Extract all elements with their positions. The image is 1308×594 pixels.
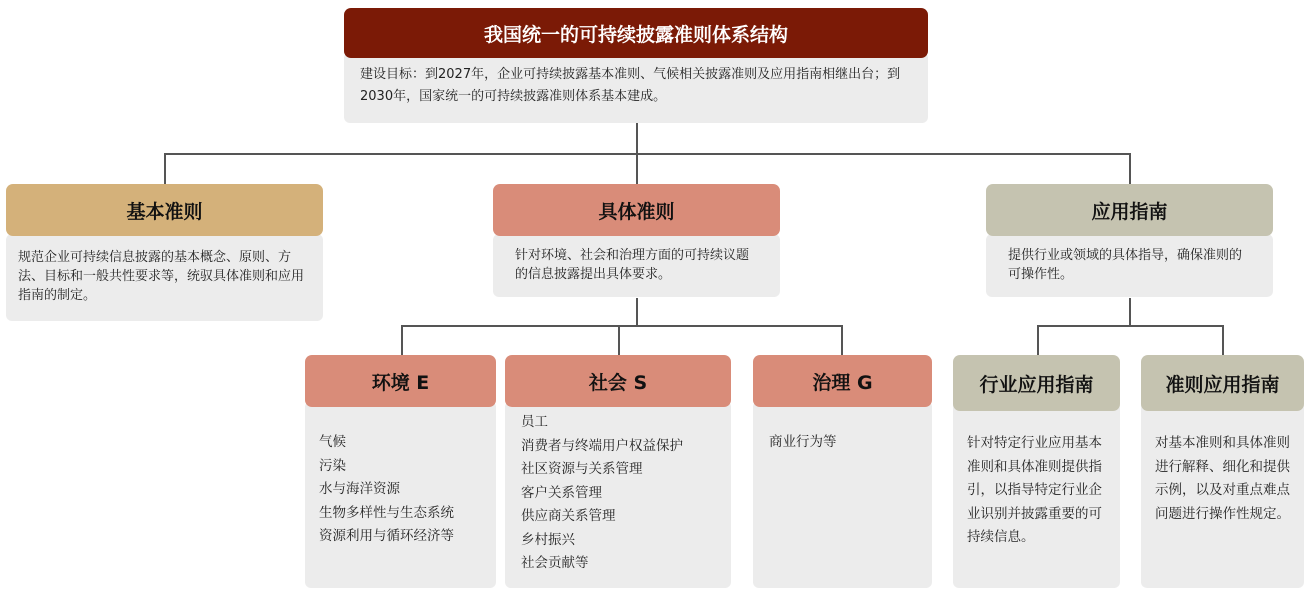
guide-title xyxy=(986,184,1273,236)
list-item: 社会贡献等 xyxy=(521,555,589,571)
basic-title xyxy=(6,184,323,236)
specific-title-text: 具体准则 xyxy=(598,200,675,223)
env-list xyxy=(319,431,482,549)
social-title xyxy=(505,355,731,407)
specific-desc-box xyxy=(493,234,780,297)
top-desc-box xyxy=(344,52,928,123)
guide-title-text: 应用指南 xyxy=(1091,200,1168,223)
list-item: 商业行为等 xyxy=(769,434,837,450)
list-item: 乡村振兴 xyxy=(521,531,575,548)
top-desc: 建设目标：到2027年，企业可持续披露基本准则、气候相关披露准则及应用指南相继出台；到2030年，国家统一的可持续披露准则体系基本建成。 xyxy=(360,67,901,104)
connector xyxy=(1129,298,1131,326)
connector xyxy=(841,325,843,356)
connector xyxy=(1129,153,1131,185)
top-title xyxy=(344,8,928,58)
list-item: 消费者与终端用户权益保护 xyxy=(521,437,683,454)
gov-title xyxy=(753,355,932,407)
gov-list xyxy=(769,431,916,455)
connector xyxy=(636,123,638,155)
gov-list-box xyxy=(753,401,932,588)
connector xyxy=(636,298,638,326)
guide-desc: 提供行业或领域的具体指导，确保准则的可操作性。 xyxy=(1008,248,1243,282)
connector xyxy=(636,153,638,185)
basic-desc: 规范企业可持续信息披露的基本概念、原则、方法、目标和一般共性要求等，统驭具体准则和应用指南的制定。 xyxy=(18,250,305,303)
env-title-text: 环境 E xyxy=(371,371,430,394)
social-list xyxy=(521,411,715,576)
list-item: 社区资源与关系管理 xyxy=(521,461,643,477)
env-title xyxy=(305,355,496,407)
guide-desc-box xyxy=(986,234,1273,297)
list-item: 客户关系管理 xyxy=(521,484,602,501)
standard-title xyxy=(1141,355,1304,411)
specific-desc: 针对环境、社会和治理方面的可持续议题的信息披露提出具体要求。 xyxy=(515,248,750,282)
list-item: 供应商关系管理 xyxy=(521,508,616,524)
standard-desc-box xyxy=(1141,401,1304,588)
industry-desc-box xyxy=(953,401,1120,588)
connector xyxy=(401,325,403,356)
list-item: 资源利用与循环经济等 xyxy=(319,528,454,544)
gov-title-text: 治理 G xyxy=(812,371,873,394)
basic-desc-box xyxy=(6,234,323,321)
standard-title-text: 准则应用指南 xyxy=(1165,373,1280,396)
industry-title xyxy=(953,355,1120,411)
social-title-text: 社会 S xyxy=(588,371,648,394)
list-item: 水与海洋资源 xyxy=(319,481,400,497)
social-list-box xyxy=(505,401,731,588)
industry-desc: 针对特定行业应用基本准则和具体准则提供指引，以指导特定行业企业识别并披露重要的可持续信息。 xyxy=(967,435,1102,545)
connector xyxy=(164,153,1130,155)
list-item: 气候 xyxy=(319,434,346,450)
specific-title xyxy=(493,184,780,236)
list-item: 污染 xyxy=(319,457,346,474)
connector xyxy=(1037,325,1223,327)
list-item: 生物多样性与生态系统 xyxy=(319,504,454,521)
connector xyxy=(618,325,620,356)
connector xyxy=(164,153,166,185)
top-title-text: 我国统一的可持续披露准则体系结构 xyxy=(483,23,788,46)
basic-title-text: 基本准则 xyxy=(126,200,203,223)
list-item: 员工 xyxy=(521,414,548,430)
connector xyxy=(401,325,842,327)
connector xyxy=(1037,325,1039,356)
connector xyxy=(1222,325,1224,356)
env-list-box xyxy=(305,401,496,588)
industry-title-text: 行业应用指南 xyxy=(979,373,1094,396)
standard-desc: 对基本准则和具体准则进行解释、细化和提供示例，以及对重点难点问题进行操作性规定。 xyxy=(1155,435,1290,522)
